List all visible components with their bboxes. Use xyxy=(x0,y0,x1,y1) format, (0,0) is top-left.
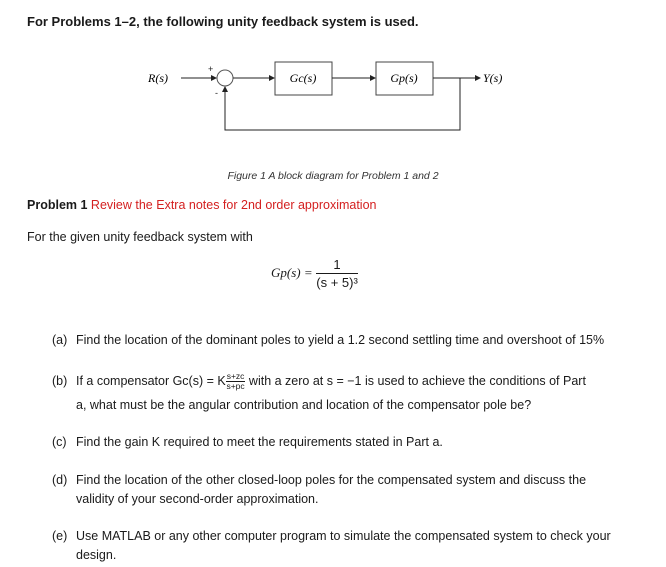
question-d-text: Find the location of the other closed-loop poles for the compensated system and discuss the validity of your second-order approximation. xyxy=(76,473,587,506)
question-b-label: (b) xyxy=(52,374,68,388)
minus-sign: - xyxy=(215,88,218,98)
question-b-line1 xyxy=(76,372,636,391)
question-b-line2: a, what must be the angular contribution and location of the compensator pole be? xyxy=(76,398,532,412)
gc-to-gp-arrowhead xyxy=(370,75,376,81)
summing-junction xyxy=(217,70,233,86)
question-b-post: with a zero at s = −1 is used to achieve the conditions of Part xyxy=(248,374,586,388)
output-arrowhead xyxy=(475,75,481,81)
question-e-label: (e) xyxy=(52,529,68,543)
equation-lhs: Gp(s) = xyxy=(271,264,313,280)
question-c-text: Find the gain K required to meet the requirements stated in Part a. xyxy=(76,435,443,449)
block-diagram xyxy=(0,0,666,170)
plant-equation xyxy=(271,257,358,290)
equation-fraction xyxy=(316,257,358,290)
equation-denominator: (s + 5)³ xyxy=(316,275,358,290)
problem-title: Problem 1 xyxy=(27,198,88,212)
compensator-label: Gc(s) xyxy=(289,71,317,85)
output-label: Y(s) xyxy=(483,71,503,85)
compensator-fraction-den: s+pc xyxy=(226,381,245,392)
question-a-text: Find the location of the dominant poles to yield a 1.2 second settling time and overshoot of 15% xyxy=(76,333,605,347)
equation-numerator: 1 xyxy=(316,257,358,274)
sum-to-gc-arrowhead xyxy=(269,75,275,81)
problem-intro: For the given unity feedback system with xyxy=(27,230,253,244)
compensator-fraction-num: s+zc xyxy=(226,371,245,382)
question-d-label: (d) xyxy=(52,473,68,487)
question-b-pre: If a compensator Gc(s) = K xyxy=(76,374,226,388)
input-arrowhead xyxy=(211,75,217,81)
question-c-label: (c) xyxy=(52,435,67,449)
feedback-arrowhead xyxy=(222,86,228,92)
figure-caption: Figure 1 A block diagram for Problem 1 and 2 xyxy=(227,170,439,182)
compensator-fraction xyxy=(226,372,246,391)
plus-sign: + xyxy=(208,64,214,74)
problem-header xyxy=(27,198,377,212)
question-a-label: (a) xyxy=(52,333,68,347)
input-label: R(s) xyxy=(148,71,168,85)
question-e-text: Use MATLAB or any other computer program to simulate the compensated system to check your design. xyxy=(76,529,611,562)
page-heading: For Problems 1–2, the following unity feedback system is used. xyxy=(27,14,419,29)
plant-label: Gp(s) xyxy=(390,71,418,85)
problem-note: Review the Extra notes for 2nd order approximation xyxy=(90,198,377,212)
